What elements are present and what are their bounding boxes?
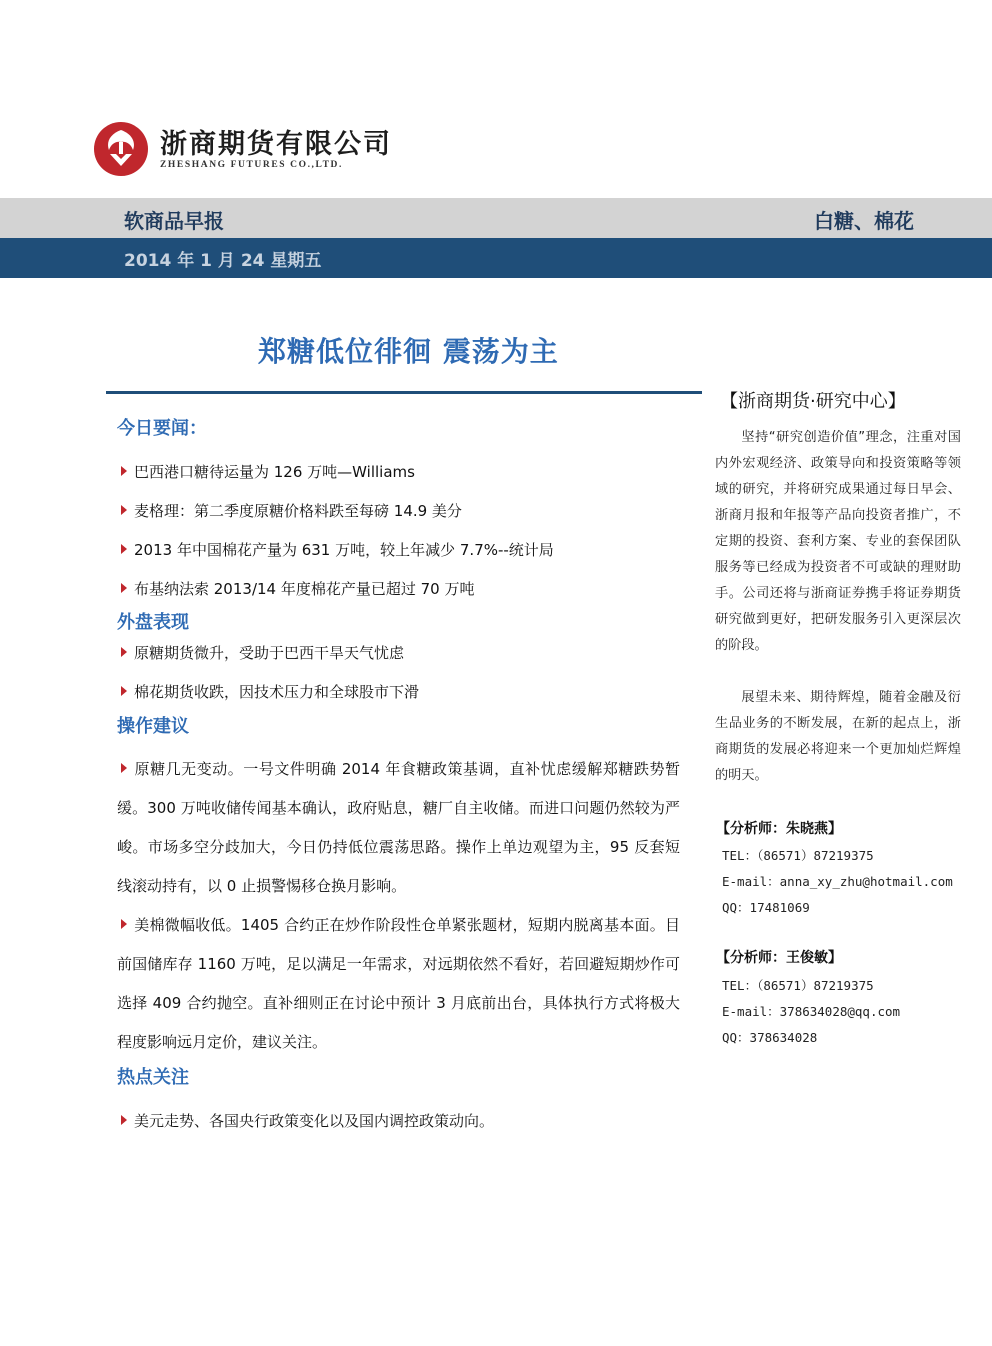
analyst-tel: TEL：（86571）87219375 xyxy=(722,978,874,993)
company-logo xyxy=(92,120,150,178)
bullet-arrow-icon xyxy=(121,505,127,515)
company-name-en: ZHESHANG FUTURES CO.,LTD. xyxy=(160,160,343,170)
bullet-arrow-icon xyxy=(121,647,127,657)
analyst-qq: QQ：378634028 xyxy=(722,1030,818,1045)
section-heading-overseas: 外盘表现 xyxy=(117,612,189,633)
company-name-cn: 浙商期货有限公司 xyxy=(160,129,392,160)
bullet-arrow-icon xyxy=(121,1115,127,1125)
advice-paragraph-cotton: 美棉微幅收低。1405 合约正在炒作阶段性仓单紧张题材，短期内脱离基本面。目前国储库存 1160 万吨，足以满足一年需求，对远期依然不看好，若回避短期炒作可选择 409 合约抛空。直补细则正在讨论中预计 3 月底前出台，具体执行方式将极大程度影响远月定价，建议关注。 xyxy=(117,916,680,1051)
commodities-label: 白糖、棉花 xyxy=(814,209,914,233)
section-heading-advice: 操作建议 xyxy=(117,716,189,737)
analyst-email[interactable]: E-mail：378634028@qq.com xyxy=(722,1004,901,1019)
report-date: 2014 年 1 月 24 星期五 xyxy=(124,251,322,271)
news-item: 布基纳法索 2013/14 年度棉花产量已超过 70 万吨 xyxy=(121,578,474,599)
title-divider xyxy=(106,391,702,394)
bullet-arrow-icon xyxy=(121,466,127,476)
research-center-title: 【浙商期货·研究中心】 xyxy=(720,391,906,412)
analyst-tel: TEL：（86571）87219375 xyxy=(722,848,874,863)
focus-item: 美元走势、各国央行政策变化以及国内调控政策动向。 xyxy=(121,1110,494,1131)
report-title: 郑糖低位徘徊 震荡为主 xyxy=(258,335,559,368)
bullet-arrow-icon xyxy=(121,763,127,773)
news-item: 2013 年中国棉花产量为 631 万吨，较上年减少 7.7%--统计局 xyxy=(121,539,554,560)
research-center-outlook: 展望未来、期待辉煌，随着金融及衍生品业务的不断发展，在新的起点上，浙商期货的发展必将迎来一个更加灿烂辉煌的明天。 xyxy=(715,690,961,783)
bullet-arrow-icon xyxy=(121,686,127,696)
overseas-item: 原糖期货微升，受助于巴西干旱天气忧虑 xyxy=(121,642,404,663)
overseas-item: 棉花期货收跌，因技术压力和全球股市下滑 xyxy=(121,681,419,702)
bullet-arrow-icon xyxy=(121,919,127,929)
analyst-name: 【分析师：朱晓燕】 xyxy=(716,821,842,837)
research-center-intro: 坚持“研究创造价值”理念，注重对国内外宏观经济、政策导向和投资策略等领域的研究，并将研究成果通过每日早会、浙商月报和年报等产品向投资者推广，不定期的投资、套利方案、专业的套保团队服务等已经成为投资者不可或缺的理财助手。公司还将与浙商证券携手将证券期货研究做到更好，把研发服务引入更深层次的阶段。 xyxy=(715,430,961,653)
bullet-arrow-icon xyxy=(121,583,127,593)
report-type: 软商品早报 xyxy=(124,209,224,233)
news-item: 麦格理：第二季度原糖价格料跌至每磅 14.9 美分 xyxy=(121,500,462,521)
analyst-email[interactable]: E-mail：anna_xy_zhu@hotmail.com xyxy=(722,874,953,889)
bullet-arrow-icon xyxy=(121,544,127,554)
section-heading-focus: 热点关注 xyxy=(117,1067,189,1088)
news-item: 巴西港口糖待运量为 126 万吨—Williams xyxy=(121,461,415,482)
section-heading-news: 今日要闻： xyxy=(117,418,207,439)
advice-paragraph-sugar: 原糖几无变动。一号文件明确 2014 年食糖政策基调，直补忧虑缓解郑糖跌势暂缓。300 万吨收储传闻基本确认，政府贴息，糖厂自主收储。而进口问题仍然较为严峻。市场多空分歧加大，今日仍持低位震荡思路。操作上单边观望为主，95 反套短线滚动持有，以 0 止损警惕移仓换月影响。 xyxy=(117,760,680,895)
analyst-qq: QQ：17481069 xyxy=(722,900,810,915)
analyst-name: 【分析师：王俊敏】 xyxy=(716,950,842,966)
